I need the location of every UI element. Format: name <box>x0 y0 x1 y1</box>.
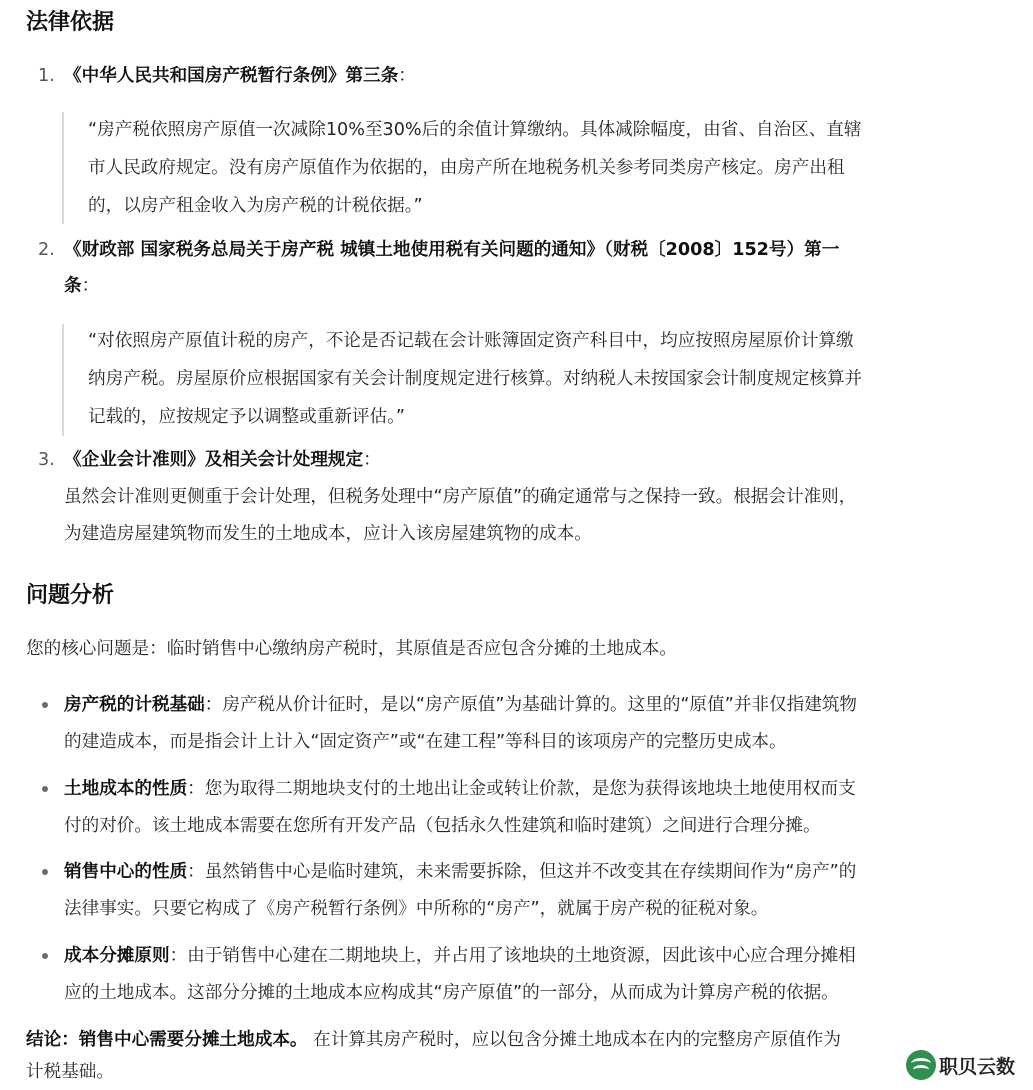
list-number-2: 2. <box>38 240 55 260</box>
bullet-3-line-1 <box>64 854 856 890</box>
blockquote-2-line-1: “对依照房产原值计税的房产，不论是否记载在会计账簿固定资产科目中，均应按照房屋原价计算缴 <box>88 331 854 351</box>
bullet-1-text: ：房产税从价计征时，是以“房产原值”为基础计算的。这里的“原值”并非仅指建筑物 <box>204 695 858 715</box>
bullet-4-line-1 <box>64 938 856 974</box>
list-number-3: 3. <box>38 450 55 470</box>
watermark-logo <box>906 1047 1033 1083</box>
bullet-3-line-2: 法律事实。只要它构成了《房产税暂行条例》中所称的“房产”，就属于房产税的征税对象。 <box>64 899 769 919</box>
analysis-intro: 您的核心问题是：临时销售中心缴纳房产税时，其原值是否应包含分摊的土地成本。 <box>26 639 677 659</box>
bullet-3-label: 销售中心的性质 <box>64 862 188 882</box>
list-number-1: 1. <box>38 66 55 86</box>
legal-item-3-title-line <box>64 442 381 478</box>
blockquote-2-line-2: 纳房产税。房屋原价应根据国家有关会计制度规定进行核算。对纳税人未按国家会计制度规定核算并 <box>88 369 863 389</box>
bullet-2-text: ：您为取得二期地块支付的土地出让金或转让价款，是您为获得该地块土地使用权而支 <box>187 779 856 799</box>
watermark-text: 职贝云数 <box>939 1055 1016 1078</box>
bullet-2-line-2: 付的对价。该土地成本需要在您所有开发产品（包括永久性建筑和临时建筑）之间进行合理分摊。 <box>64 816 821 836</box>
bullet-dot-2 <box>42 786 48 792</box>
analysis-heading: 问题分析 <box>26 583 115 608</box>
bullet-dot-3 <box>42 869 48 875</box>
bullet-1-label: 房产税的计税基础 <box>64 695 205 715</box>
conclusion-label: 结论：销售中心需要分摊土地成本。 <box>26 1030 308 1050</box>
conclusion-line-1 <box>26 1022 841 1058</box>
legal-item-2-title-line-2-wrap <box>64 268 99 304</box>
cloud-logo-icon <box>906 1050 936 1080</box>
bullet-4-label: 成本分摊原则 <box>64 946 170 966</box>
blockquote-1-bar <box>62 112 64 224</box>
bullet-4-line-2: 应的土地成本。这部分分摊的土地成本应构成其“房产原值”的一部分，从而成为计算房产税的依据。 <box>64 983 839 1003</box>
legal-item-3-title: 《企业会计准则》及相关会计处理规定 <box>64 450 364 470</box>
bullet-1-line-2: 的建造成本，而是指会计上计入“固定资产”或“在建工程”等科目的该项房产的完整历史成本。 <box>64 732 787 752</box>
legal-item-1-title-line <box>64 58 416 94</box>
legal-item-3-body-line-1: 虽然会计准则更侧重于会计处理，但税务处理中“房产原值”的确定通常与之保持一致。根据会计准则， <box>64 487 857 507</box>
bullet-2-line-1 <box>64 771 856 807</box>
bullet-3-text: ：虽然销售中心是临时建筑，未来需要拆除，但这并不改变其在存续期间作为“房产”的 <box>187 862 857 882</box>
bullet-dot-1 <box>42 702 48 708</box>
conclusion-text: 在计算其房产税时，应以包含分摊土地成本在内的完整房产原值作为 <box>307 1030 841 1050</box>
legal-item-2-colon: ： <box>81 276 100 296</box>
blockquote-1-line-3: 的，以房产租金收入为房产税的计税依据。” <box>88 196 423 216</box>
bullet-4-text: ：由于销售中心建在二期地块上，并占用了该地块的土地资源，因此该中心应合理分摊相 <box>169 946 856 966</box>
legal-item-3-colon: ： <box>363 450 381 470</box>
conclusion-line-2: 计税基础。 <box>26 1062 114 1082</box>
bullet-2-label: 土地成本的性质 <box>64 779 188 799</box>
bullet-1-line-1 <box>64 687 857 723</box>
blockquote-1-line-1: “房产税依照房产原值一次减除10%至30%后的余值计算缴纳。具体减除幅度，由省、自治区、直辖 <box>88 120 862 140</box>
legal-item-2-title-line-2: 条 <box>64 276 82 296</box>
bullet-dot-4 <box>42 953 48 959</box>
legal-item-1-colon: ： <box>398 66 416 86</box>
blockquote-2-line-3: 记载的，应按规定予以调整或重新评估。” <box>88 407 406 427</box>
blockquote-2-bar <box>62 324 64 436</box>
legal-item-2-title-line-1: 《财政部 国家税务总局关于房产税 城镇土地使用税有关问题的通知》（财税〔2008〕152号）第一 <box>64 240 840 260</box>
legal-item-3-body-line-2: 为建造房屋建筑物而发生的土地成本，应计入该房屋建筑物的成本。 <box>64 524 592 544</box>
blockquote-1-line-2: 市人民政府规定。没有房产原值作为依据的，由房产所在地税务机关参考同类房产核定。房产出租 <box>88 158 845 178</box>
legal-item-1-title: 《中华人民共和国房产税暂行条例》第三条 <box>64 66 399 86</box>
legal-basis-heading: 法律依据 <box>26 10 115 35</box>
